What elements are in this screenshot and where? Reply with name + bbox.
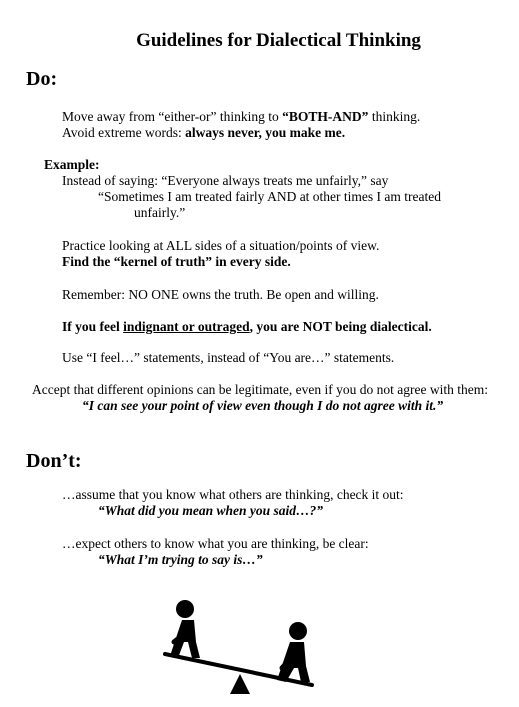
example-line-2: “Sometimes I am treated fairly AND at other times I am treated — [98, 189, 442, 204]
example-label: Example: — [44, 157, 100, 172]
do-line-accept: Accept that different opinions can be legitimate, even if you do not agree with them: — [32, 382, 488, 397]
page-title: Guidelines for Dialectical Thinking — [136, 30, 421, 51]
do-line-extreme-words — [62, 125, 345, 141]
text-segment: Avoid extreme words: — [62, 125, 186, 140]
do-line-both-and — [62, 109, 420, 125]
do-line-indignant — [62, 319, 432, 335]
do-line-remember: Remember: NO ONE owns the truth. Be open and willing. — [62, 287, 379, 302]
do-heading: Do: — [26, 68, 58, 90]
dont-line-assume: …assume that you know what others are thinking, check it out: — [62, 487, 404, 502]
text-segment-underlined: indignant or outraged — [123, 319, 250, 334]
fulcrum-shape — [230, 674, 250, 694]
right-person-figure — [277, 622, 310, 682]
dont-line-assume-quote: “What did you mean when you said…?” — [98, 503, 324, 518]
text-segment: thinking. — [368, 109, 421, 124]
text-segment-bold: “BOTH-AND” — [282, 109, 369, 124]
do-line-i-feel: Use “I feel…” statements, instead of “You are…” statements. — [62, 350, 395, 365]
do-line-practice: Practice looking at ALL sides of a situation/points of view. — [62, 238, 380, 253]
do-line-accept-quote: “I can see your point of view even though I do not agree with it.” — [82, 398, 444, 413]
text-segment-bold: always never, you make me. — [185, 125, 346, 140]
do-line-kernel: Find the “kernel of truth” in every side. — [62, 254, 291, 269]
text-segment: If you feel — [62, 319, 124, 334]
dont-line-expect: …expect others to know what you are thinking, be clear: — [62, 536, 369, 551]
text-segment: Move away from “either-or” thinking to — [62, 109, 283, 124]
dont-line-expect-quote: “What I’m trying to say is…” — [98, 552, 263, 567]
left-person-figure — [170, 600, 200, 658]
dont-heading: Don’t: — [26, 450, 82, 472]
seesaw-figures-icon — [160, 594, 320, 700]
example-line-1: Instead of saying: “Everyone always treats me unfairly,” say — [62, 173, 389, 188]
text-segment: , you are NOT being dialectical. — [249, 319, 432, 334]
example-line-3: unfairly.” — [134, 205, 186, 220]
